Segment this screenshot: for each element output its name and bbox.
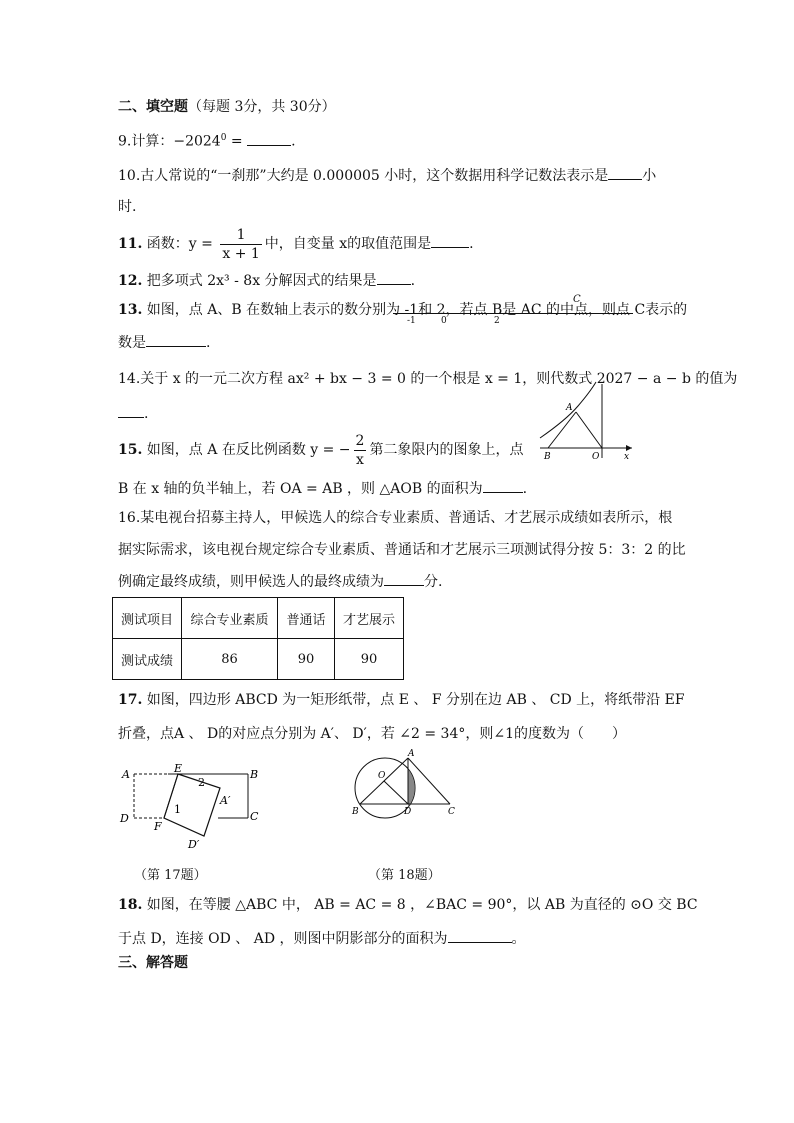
section-2-heading: 二、填空题 [118, 99, 188, 115]
q17-line-2: 折叠，点A 、 D的对应点分别为 A′、 D′，若 ∠2 = 34°，则∠1的度数为（ ） [118, 726, 626, 742]
q17-label-d: D [120, 812, 129, 825]
q15-number: 15. [118, 442, 143, 458]
q18-number: 18. [118, 897, 143, 913]
q18-caption: （第 18题） [368, 868, 441, 883]
q12-text: 把多项式 2x³ - 8x 分解因式的结果是 [142, 273, 377, 289]
table-cell: 测试成绩 [113, 639, 182, 680]
q17-caption: （第 17题） [134, 868, 207, 883]
score-table-header-row [113, 598, 404, 639]
q18-line-2: 于点 D，连接 OD 、 AD ，则图中阴影部分的面积为 [118, 931, 448, 947]
q18-answer-blank[interactable] [448, 928, 512, 943]
q12-number: 12. [118, 273, 143, 289]
q9-exponent: 0 [220, 133, 227, 143]
q13-line-2: 数是 [118, 335, 146, 351]
q15-text-a: 如图，点 A 在反比例函数 y = − [142, 442, 351, 458]
q18-figure [350, 744, 460, 836]
question-16-line-1 [118, 508, 672, 528]
q17-angle-2: 2 [198, 776, 205, 789]
section-3-title: 三、解答题 [118, 955, 188, 971]
q17-line-1: 如图，四边形 ABCD 为一矩形纸带，点 E 、 F 分别在边 AB 、 CD 上，将纸带沿 EF [142, 692, 685, 708]
q13-tick-2: 2 [494, 316, 500, 326]
question-15-line-2 [118, 478, 527, 499]
q11-frac-den: x + 1 [222, 245, 260, 262]
question-14-line-2 [118, 403, 148, 424]
question-12 [118, 270, 415, 291]
q10-line-2: 时. [118, 199, 137, 215]
question-11 [118, 224, 474, 264]
question-15-line-1 [118, 430, 523, 470]
q15-answer-blank[interactable] [483, 478, 523, 493]
question-18-line-1 [118, 895, 698, 915]
q14-end: . [144, 406, 149, 422]
q14-answer-blank[interactable] [118, 403, 144, 418]
q13-tick-0: 0 [441, 316, 447, 326]
q17-label-d-prime: D′ [188, 838, 200, 851]
q9-answer-blank[interactable] [247, 131, 291, 146]
table-cell: 86 [182, 639, 278, 680]
q18-label-a: A [408, 749, 415, 759]
q12-end: . [410, 273, 416, 289]
q15-line-2: B 在 x 轴的负半轴上，若 OA = AB ，则 △AOB 的面积为 [118, 481, 483, 497]
q13-line-1: 如图，点 A、B 在数轴上表示的数分别为 -1和 2，若点 B是 AC 的中点，则点 C表示的 [142, 302, 688, 318]
table-cell: 90 [335, 639, 404, 680]
question-17-line-2 [118, 724, 626, 744]
q13-end: . [206, 335, 211, 351]
q17-folded-part [164, 774, 220, 836]
q11-end: . [469, 236, 474, 252]
q15-segment-ab [548, 412, 576, 448]
question-14-line-1 [118, 369, 737, 389]
q15-end: . [522, 481, 528, 497]
q17-label-a-prime: A′ [220, 794, 231, 807]
q15-label-a: A [566, 403, 573, 413]
q15-figure [532, 380, 642, 462]
q16-line-3-end: 分. [424, 574, 443, 590]
q17-label-e: E [174, 762, 183, 775]
q11-answer-blank[interactable] [431, 233, 469, 248]
q11-text-a: 函数：y = [142, 236, 218, 252]
q17-label-f: F [154, 820, 162, 833]
q15-frac-den: x [356, 451, 364, 468]
question-9 [118, 128, 296, 152]
question-13-line-1 [118, 300, 687, 320]
q11-fraction [220, 226, 261, 263]
score-table-row [113, 639, 404, 680]
question-16-line-3 [118, 571, 442, 592]
q10-line-1-end: 小 [642, 168, 657, 184]
q15-text-b: 第二象限内的图象上，点 [369, 442, 524, 458]
q17-label-b: B [250, 768, 259, 781]
section-2-title [118, 97, 336, 117]
q10-answer-blank[interactable] [608, 165, 642, 180]
q12-answer-blank[interactable] [377, 270, 411, 285]
table-cell: 90 [278, 639, 335, 680]
q13-overlay-c: C [573, 294, 581, 305]
table-header-cell: 普通话 [278, 598, 335, 639]
q16-line-2: 据实际需求，该电视台规定综合专业素质、普通话和才艺展示三项测试得分按 5：3：2 的比 [118, 542, 686, 558]
question-17-line-1 [118, 690, 685, 710]
q15-fraction [354, 432, 367, 469]
q18-shaded-region [408, 769, 415, 807]
q17-label-a: A [122, 768, 130, 781]
q17-label-c: C [250, 810, 259, 823]
q18-label-c: C [448, 807, 455, 817]
q15-label-o: O [592, 452, 600, 462]
q13-number-line [393, 313, 633, 314]
q16-line-3: 例确定最终成绩，则甲候选人的最终成绩为 [118, 574, 384, 590]
q18-label-o: O [378, 771, 386, 781]
question-10-line-2 [118, 197, 136, 217]
q15-segment-ao [576, 412, 602, 448]
question-16-line-2 [118, 540, 686, 560]
q17-angle-1: 1 [174, 803, 181, 816]
question-13-line-2 [118, 332, 210, 353]
table-header-cell: 测试项目 [113, 598, 182, 639]
q15-x-arrow [626, 445, 632, 451]
section-2-note: （每题 3分，共 30分） [188, 99, 336, 115]
q14-line-1: 14.关于 x 的一元二次方程 ax² + bx − 3 = 0 的一个根是 x = 1，则代数式 2027 − a − b 的值为 [118, 371, 738, 387]
q17-figure [116, 760, 276, 852]
q10-line-1: 10.古人常说的“一刹那”大约是 0.000005 小时，这个数据用科学记数法表示是 [118, 168, 609, 184]
q15-frac-num: 2 [355, 432, 365, 449]
q13-tick-minus-1: -1 [407, 316, 416, 326]
question-10-line-1 [118, 165, 656, 186]
q15-label-x: x [624, 452, 630, 462]
q18-segment-od [384, 781, 408, 804]
score-table [112, 597, 404, 680]
q13-number: 13. [118, 302, 143, 318]
q17-number: 17. [118, 692, 143, 708]
table-header-cell: 综合专业素质 [182, 598, 278, 639]
q18-label-d: D [404, 807, 412, 817]
q16-answer-blank[interactable] [384, 571, 424, 586]
q9-text: 9.计算：−2024 [118, 133, 221, 150]
q16-line-1: 16.某电视台招募主持人，甲候选人的综合专业素质、普通话、才艺展示成绩如表所示，根 [118, 510, 673, 526]
q9-end: . [291, 133, 296, 150]
q11-text-b: 中，自变量 x的取值范围是 [264, 236, 432, 252]
q11-frac-num: 1 [220, 226, 261, 245]
q18-line-1: 如图，在等腰 △ABC 中， AB = AC = 8 ，∠BAC = 90°，以 AB 为直径的 ⊙O 交 BC [142, 897, 698, 913]
q18-end: 。 [511, 931, 526, 947]
q13-answer-blank[interactable] [146, 332, 206, 347]
q15-label-b: B [544, 452, 551, 462]
q18-label-b: B [352, 807, 359, 817]
q11-number: 11. [118, 236, 143, 252]
question-18-line-2 [118, 928, 526, 949]
q9-eq: = [226, 133, 248, 150]
table-header-cell: 才艺展示 [335, 598, 404, 639]
